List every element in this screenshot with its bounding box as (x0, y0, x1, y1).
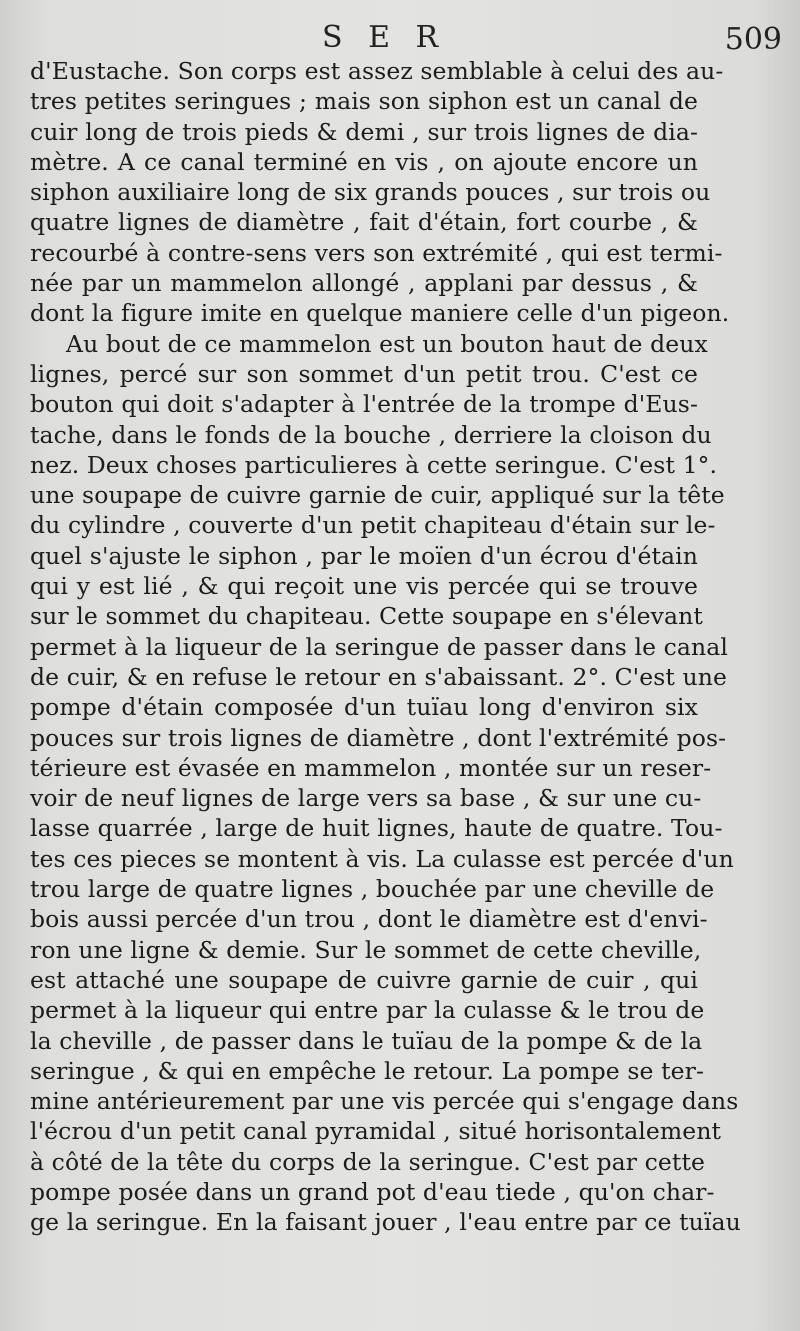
text-line: dont la figure imite en quelque maniere celle d'un pigeon. (30, 299, 730, 328)
text-line: tes ces pieces se montent à vis. La culasse est percée d'un (30, 844, 734, 873)
running-head: S E R (322, 20, 447, 55)
text-line: permet à la liqueur qui entre par la culasse & le trou de (30, 996, 705, 1025)
page-number: 509 (724, 22, 782, 57)
text-line: tres petites seringues ; mais son siphon est un canal de (30, 87, 698, 116)
text-line: bouton qui doit s'adapter à l'entrée de la trompe d'Eus- (30, 390, 698, 419)
text-line: ge la seringue. En la faisant jouer , l'eau entre par ce tuïau (30, 1208, 741, 1237)
text-line: seringue , & qui en empêche le retour. La pompe se ter- (30, 1056, 705, 1085)
text-line: bois aussi percée d'un trou , dont le diamètre est d'envi- (30, 905, 708, 934)
page-header (0, 20, 800, 60)
text-line: sur le sommet du chapiteau. Cette soupape en s'élevant (30, 602, 703, 631)
text-line: voir de neuf lignes de large vers sa base , & sur une cu- (30, 784, 702, 813)
text-line: du cylindre , couverte d'un petit chapiteau d'étain sur le- (30, 511, 716, 540)
text-line: ron une ligne & demie. Sur le sommet de cette cheville, (30, 935, 702, 964)
text-line: pouces sur trois lignes de diamètre , dont l'extrémité pos- (30, 723, 727, 752)
text-line: née par un mammelon allongé , applani par dessus , & (30, 269, 698, 298)
text-line: nez. Deux choses particulieres à cette seringue. C'est 1°. (30, 450, 718, 479)
text-line: de cuir, & en refuse le retour en s'abaissant. 2°. C'est une (30, 662, 728, 691)
text-line: d'Eustache. Son corps est assez semblable à celui des au- (30, 57, 724, 85)
text-line: pompe d'étain composée d'un tuïau long d'environ six (30, 693, 698, 722)
text-line: mètre. A ce canal terminé en vis , on ajoute encore un (30, 147, 698, 176)
text-line: recourbé à contre-sens vers son extrémité , qui est termi- (30, 238, 723, 267)
text-line: cuir long de trois pieds & demi , sur trois lignes de dia- (30, 117, 698, 146)
text-line: à côté de la tête du corps de la seringue. C'est par cette (30, 1147, 705, 1176)
text-line: lignes, percé sur son sommet d'un petit trou. C'est ce (30, 359, 698, 388)
text-line: lasse quarrée , large de huit lignes, haute de quatre. Tou- (30, 814, 723, 843)
text-line: quatre lignes de diamètre , fait d'étain, fort courbe , & (30, 208, 698, 237)
text-line: mine antérieurement par une vis percée qui s'engage dans (30, 1087, 739, 1116)
text-line: qui y est lié , & qui reçoit une vis percée qui se trouve (30, 572, 698, 601)
text-line: l'écrou d'un petit canal pyramidal , situé horisontalement (30, 1117, 722, 1146)
body-text (30, 56, 741, 1238)
text-line: trou large de quatre lignes , bouchée par une cheville de (30, 875, 715, 904)
text-line: siphon auxiliaire long de six grands pouces , sur trois ou (30, 178, 711, 207)
text-line: pompe posée dans un grand pot d'eau tiede , qu'on char- (30, 1177, 715, 1206)
text-line: est attaché une soupape de cuivre garnie de cuir , qui (30, 965, 698, 994)
text-line: tache, dans le fonds de la bouche , derriere la cloison du (30, 420, 712, 449)
text-line: Au bout de ce mammelon est un bouton haut de deux (66, 329, 708, 358)
text-line: permet à la liqueur de la seringue de passer dans le canal (30, 632, 728, 661)
text-line: la cheville , de passer dans le tuïau de la pompe & de la (30, 1026, 703, 1055)
text-line: térieure est évasée en mammelon , montée sur un reser- (30, 753, 712, 782)
text-line: quel s'ajuste le siphon , par le moïen d'un écrou d'étain (30, 541, 698, 570)
text-line: une soupape de cuivre garnie de cuir, appliqué sur la tête (30, 481, 725, 510)
